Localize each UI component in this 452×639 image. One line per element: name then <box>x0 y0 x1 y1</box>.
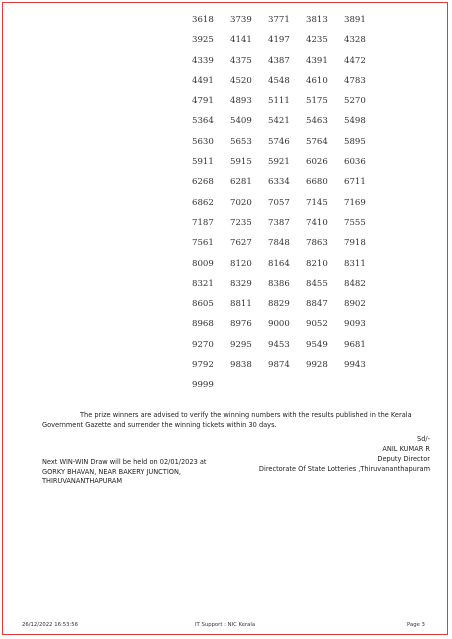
winning-number: 5653 <box>230 136 252 147</box>
winning-number: 9453 <box>268 339 290 350</box>
winning-number: 5921 <box>268 157 290 168</box>
prize-notice: The prize winners are advised to verify the winning numbers with the results published in the Kerala Government Gazette and surrender the winning tickets within 30 days. <box>42 411 412 429</box>
winning-number: 7863 <box>306 238 328 249</box>
winning-number: 8605 <box>192 299 214 310</box>
winning-number: 5270 <box>344 96 366 107</box>
winning-number: 4391 <box>306 55 328 66</box>
winning-numbers-grid <box>192 14 382 400</box>
winning-number: 6268 <box>192 177 214 188</box>
winning-number: 7410 <box>306 217 328 228</box>
winning-number: 9549 <box>306 339 328 350</box>
winning-number: 3739 <box>230 15 252 25</box>
winning-number: 9874 <box>268 360 290 371</box>
winning-number: 3891 <box>344 15 366 25</box>
winning-number: 6711 <box>344 177 366 188</box>
next-draw-info <box>42 458 242 487</box>
winning-number: 5630 <box>192 136 214 147</box>
winning-number: 4141 <box>230 35 252 46</box>
winning-number: 5764 <box>306 136 328 147</box>
winning-number: 9999 <box>192 380 214 391</box>
winning-number: 7169 <box>344 197 366 208</box>
winning-number: 6680 <box>306 177 328 188</box>
winning-number: 3618 <box>192 15 214 25</box>
footer-support: IT Support : NIC Kerala <box>195 622 256 628</box>
winning-number: 9000 <box>268 319 290 330</box>
winning-number: 7145 <box>306 197 328 208</box>
winning-number: 8120 <box>230 258 252 269</box>
winning-number: 8482 <box>344 278 366 289</box>
winning-number: 7387 <box>268 217 290 228</box>
winning-number: 3771 <box>268 15 290 25</box>
winning-number: 9052 <box>306 319 328 330</box>
winning-number: 5111 <box>268 96 290 107</box>
winning-number: 8829 <box>268 299 290 310</box>
winning-number: 9093 <box>344 319 366 330</box>
next-draw-line-1: Next WIN-WIN Draw will be held on 02/01/2023 at <box>42 458 207 466</box>
winning-number: 8386 <box>268 278 290 289</box>
winning-number: 7057 <box>268 197 290 208</box>
winning-number: 5746 <box>268 136 290 147</box>
winning-number: 4197 <box>268 35 290 46</box>
winning-number: 4548 <box>268 75 290 86</box>
winning-number: 9928 <box>306 360 328 371</box>
winning-number: 9295 <box>230 339 252 350</box>
winning-number: 4328 <box>344 35 366 46</box>
winning-number: 5364 <box>192 116 214 127</box>
winning-number: 6026 <box>306 157 328 168</box>
next-draw-line-2: GORKY BHAVAN, NEAR BAKERY JUNCTION, <box>42 467 181 476</box>
winning-number: 9943 <box>344 360 366 371</box>
winning-number: 9792 <box>192 360 214 371</box>
footer-timestamp: 26/12/2022 16:53:56 <box>22 622 79 628</box>
winning-number: 5421 <box>268 116 290 127</box>
winning-number: 7235 <box>230 217 252 228</box>
winning-number: 4339 <box>192 55 214 66</box>
winning-number: 8311 <box>344 258 366 269</box>
winning-number: 7555 <box>344 217 366 228</box>
winning-number: 4783 <box>344 75 366 86</box>
next-draw-line-3: THIRUVANANTHAPURAM <box>42 477 123 485</box>
winning-number: 9270 <box>192 339 214 350</box>
winning-number: 4375 <box>230 55 252 66</box>
winning-number: 4610 <box>306 75 328 86</box>
winning-number: 6334 <box>268 177 290 188</box>
winning-number: 8009 <box>192 258 214 269</box>
winning-number: 6036 <box>344 157 366 168</box>
signatory-office: Directorate Of State Lotteries ,Thiruvananthapuram <box>258 465 430 473</box>
winning-number: 8847 <box>306 299 328 310</box>
winning-number: 9838 <box>230 360 252 371</box>
winning-number: 7187 <box>192 217 214 228</box>
winning-number: 4491 <box>192 75 214 86</box>
winning-number: 4387 <box>268 55 290 66</box>
winning-number: 8164 <box>268 258 290 269</box>
winning-number: 8976 <box>230 319 252 330</box>
winning-number: 8329 <box>230 278 252 289</box>
signature-mark: Sd/- <box>417 435 430 443</box>
winning-number: 7627 <box>230 238 252 249</box>
winning-number: 7848 <box>268 238 290 249</box>
winning-number: 5175 <box>306 96 328 107</box>
winning-number: 8968 <box>192 319 214 330</box>
winning-number: 8210 <box>306 258 328 269</box>
winning-number: 7020 <box>230 197 252 208</box>
winning-number: 5498 <box>344 116 366 127</box>
winning-number: 6862 <box>192 197 214 208</box>
winning-number: 9681 <box>344 339 366 350</box>
winning-number: 8902 <box>344 299 366 310</box>
winning-number: 5895 <box>344 136 366 147</box>
winning-number: 8455 <box>306 278 328 289</box>
signatory-designation: Deputy Director <box>377 455 430 463</box>
winning-number: 5463 <box>306 116 328 127</box>
winning-number: 6281 <box>230 177 252 188</box>
footer-page-number: Page 3 <box>407 622 425 628</box>
winning-number: 4472 <box>344 55 366 66</box>
winning-number: 8321 <box>192 278 214 289</box>
winning-number: 4235 <box>306 35 328 46</box>
winning-number: 4520 <box>230 75 252 86</box>
winning-number: 7561 <box>192 238 214 249</box>
winning-number: 8811 <box>230 299 252 310</box>
winning-number: 5911 <box>192 157 214 168</box>
winning-number: 3925 <box>192 35 214 46</box>
winning-number: 5915 <box>230 157 252 168</box>
winning-number: 3813 <box>306 15 328 25</box>
winning-number: 4791 <box>192 96 214 107</box>
signature-block <box>259 434 430 474</box>
signatory-name: ANIL KUMAR R <box>382 445 430 453</box>
winning-number: 7918 <box>344 238 366 249</box>
winning-number: 5409 <box>230 116 252 127</box>
winning-number: 4893 <box>230 96 252 107</box>
